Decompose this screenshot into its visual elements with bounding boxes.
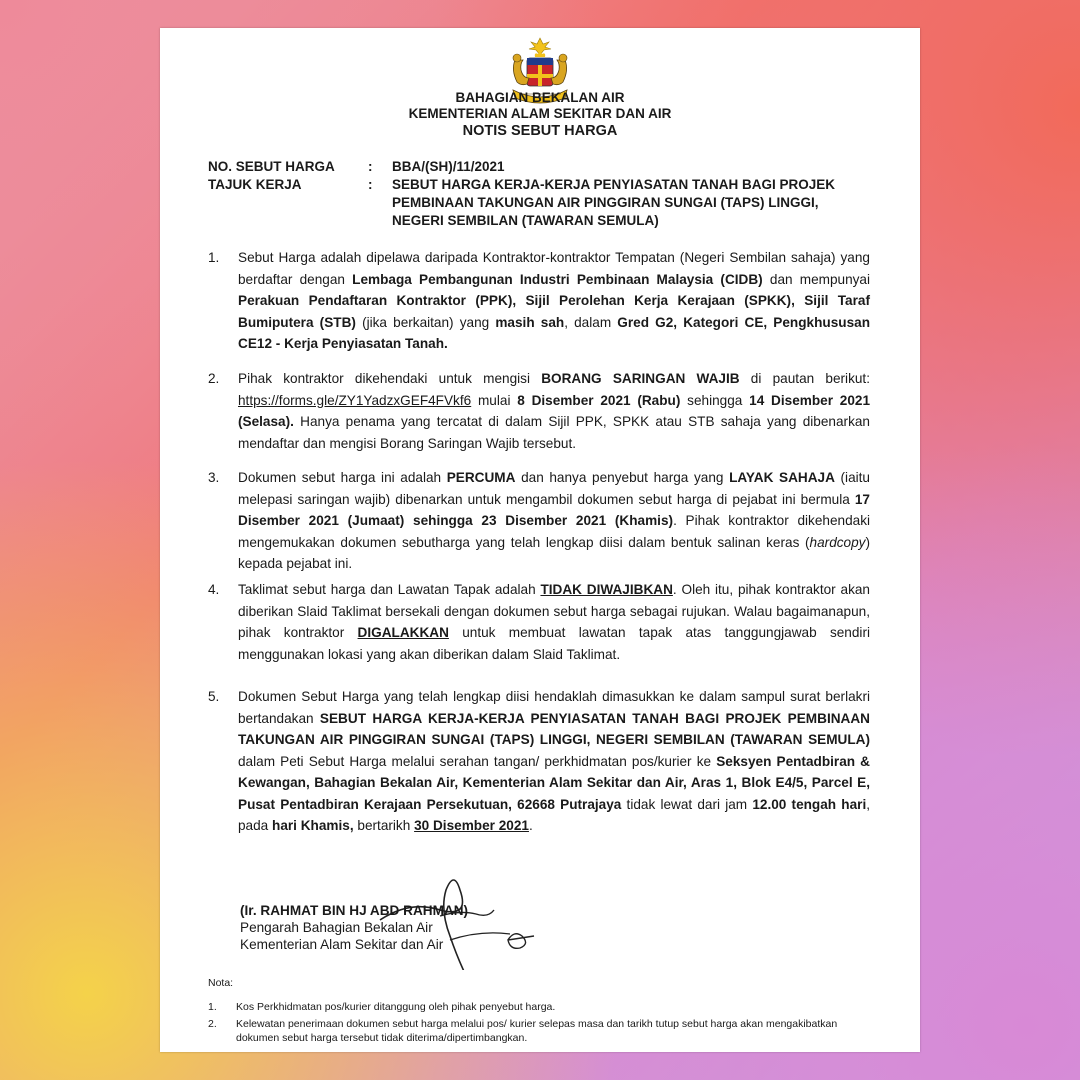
note-item: 1. Kos Perkhidmatan pos/kurier ditanggung oleh pihak penyebut harga. (208, 1001, 556, 1013)
department-heading: BAHAGIAN BEKALAN AIR (455, 90, 625, 105)
notes-section (208, 976, 848, 1045)
registration-form-link[interactable]: https://forms.gle/ZY1YadzxGEF4FVkf6 (238, 392, 472, 408)
signatory-organisation: Kementerian Alam Sekitar dan Air (240, 937, 444, 952)
title-label: TAJUK KERJA (208, 177, 302, 192)
paragraph-number: 2. (208, 371, 220, 386)
paragraph-number: 4. (208, 582, 220, 597)
signatory-block (240, 902, 468, 953)
signatory-position: Pengarah Bahagian Bekalan Air (240, 920, 433, 935)
paragraph-number: 5. (208, 689, 220, 704)
ministry-heading: KEMENTERIAN ALAM SEKITAR DAN AIR (408, 106, 672, 121)
notice-document: BAHAGIAN BEKALAN AIR KEMENTERIAN ALAM SEKITAR DAN AIR NOTIS SEBUT HARGA NO. SEBUT HARGA : BBA/(SH)/11/2021 TAJUK KERJA : SEBUT HARGA KERJA-KERJA PENYIASATAN TANAH BAGI PROJEK PEMBINAAN TAKUNGAN AIR PINGGIRAN SUNGAI (TAPS) LINGGI, NEGERI SEMBILAN (TAWARAN SEMULA) 1. Sebut Harga adalah dipelawa daripada Kontraktor-kontraktor Tempatan (Negeri Sembilan sahaja) yang berdaftar dengan Lembaga Pembangunan Industri Pembinaan Malaysia (CIDB) dan mempunyai Perakuan Pendaftaran Kontraktor (PPK), Sijil Perolehan Kerja Kerajaan (SPKK), Sijil Taraf Bumiputera (STB) (jika berkaitan) yang masih sah, dalam Gred G2, Kategori CE, Pengkhususan CE12 - Kerja Penyiasatan Tanah. 2. Pihak kontraktor dikehendaki untuk mengisi BORANG SARINGAN WAJIB di pautan berikut: https://forms.gle/ZY1YadzxGEF4FVkf6 mulai 8 Disember 2021 (Rabu) sehingga 14 Disember 2021 (Selasa). Hanya penama yang tercatat di dalam Sijil PPK, SPKK atau STB sahaja yang dibenarkan mendaftar dan mengisi Borang Saringan Wajib tersebut. 3. Dokumen sebut harga ini adalah PERCUMA dan hanya penyebut harga yang LAYAK SAHAJA (iaitu melepasi saringan wajib) dibenarkan untuk mengambil dokumen sebut harga di pejabat ini bermula 17 Disember 2021 (Jumaat) sehingga 23 Disember 2021 (Khamis). Pihak kontraktor dikehendaki mengemukakan dokumen sebutharga yang telah lengkap diisi dalam bentuk salinan keras (hardcopy) kepada pejabat ini. 4. Taklimat sebut harga dan Lawatan Tapak adalah TIDAK DIWAJIBKAN. Oleh itu, pihak kontraktor akan diberikan Slaid Taklimat bersekali dengan dokumen sebut harga sebagai rujukan. Walau bagaimanapun, pihak kontraktor DIGALAKKAN untuk membuat lawatan tapak atas tanggungjawab sendiri menggunakan lokasi yang akan diberikan dalam Slaid Taklimat. 5. Dokumen Sebut Harga yang telah lengkap diisi hendaklah dimasukkan ke dalam sampul surat berlakri bertandakan SEBUT HARGA KERJA-KERJA PENYIASATAN TANAH BAGI PROJEK PEMBINAAN TAKUNGAN AIR PINGGIRAN SUNGAI (TAPS) LINGGI, NEGERI SEMBILAN (TAWARAN SEMULA) dalam Peti Sebut Harga melalui serahan tangan/ perkhidmatan pos/kurier ke Seksyen Pentadbiran & Kewangan, Bahagian Bekalan Air, Kementerian Alam Sekitar dan Air, Aras 1, Blok E4/5, Parcel E, Pusat Pentadbiran Kerajaan Persekutuan, 62668 Putrajaya tidak lewat dari jam 12.00 tengah hari, pada hari Khamis, bertarikh 30 Disember 2021. (Ir. RAHMAT BIN HJ ABD RAHMAN) Pengarah Bahagian Bekalan Air Kementerian Alam Sekitar dan Air Nota: 1. Kos Perkhidmatan pos/kurier ditanggung oleh pihak penyebut harga. 2. Kelewatan penerimaan dokumen sebut harga melalui pos/ kurier selepas masa dan tarikh tutup sebut harga akan mengakibatkan dokumen sebut harga tersebut tidak diterima/dipertimbangkan. (160, 28, 920, 1052)
notice-title: NOTIS SEBUT HARGA (462, 123, 618, 139)
signatory-name: (Ir. RAHMAT BIN HJ ABD RAHMAN) (240, 903, 469, 918)
title-colon: : (368, 177, 373, 192)
paragraph-number: 3. (208, 470, 220, 485)
title-line-1: SEBUT HARGA KERJA-KERJA PENYIASATAN TANAH BAGI PROJEK (392, 177, 836, 192)
ref-label: NO. SEBUT HARGA (208, 159, 335, 174)
notes-label: Nota: (208, 977, 234, 989)
note-item: 2. Kelewatan penerimaan dokumen sebut harga melalui pos/ kurier selepas masa dan tarikh tutup sebut harga akan mengakibatkan dokumen sebut harga tersebut tidak diterima/dipertimbangkan. (208, 1018, 838, 1044)
paragraph-number: 1. (208, 250, 220, 265)
title-line-2: PEMBINAAN TAKUNGAN AIR PINGGIRAN SUNGAI (TAPS) LINGGI, (392, 195, 819, 210)
title-line-3: NEGERI SEMBILAN (TAWARAN SEMULA) (392, 213, 659, 228)
ref-colon: : (368, 159, 373, 174)
ref-value: BBA/(SH)/11/2021 (392, 159, 505, 174)
